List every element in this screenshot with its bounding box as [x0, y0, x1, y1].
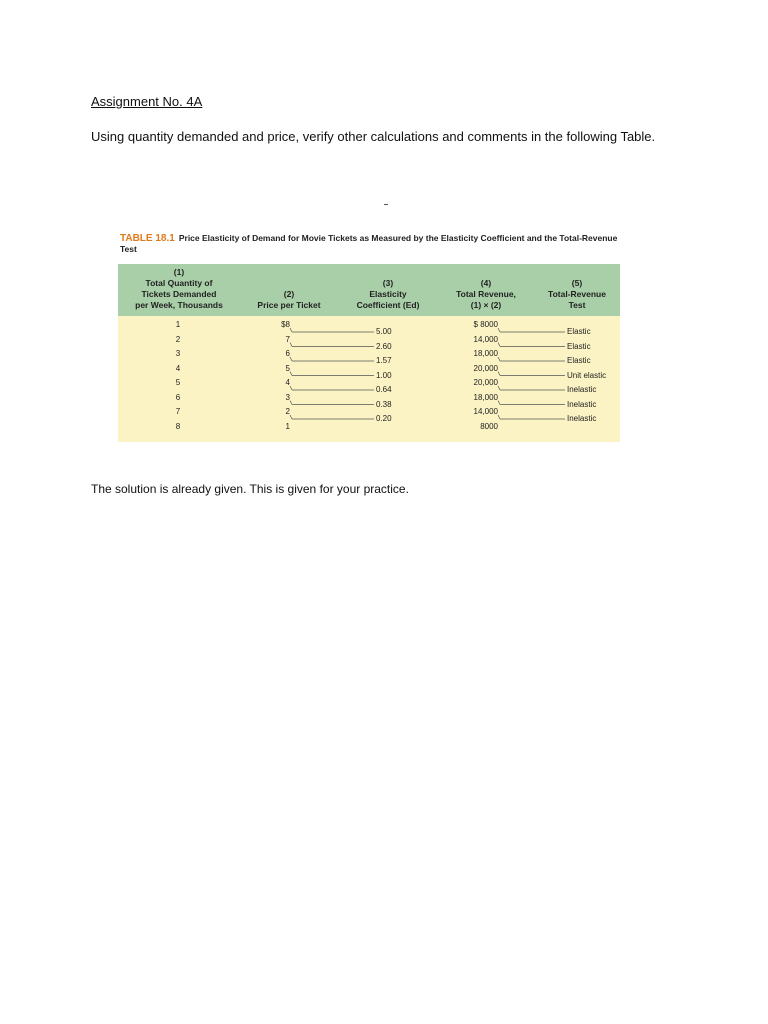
- header-elasticity: (3) Elasticity Coefficient (Ed): [356, 278, 420, 310]
- test-cell: Inelastic: [567, 399, 597, 409]
- elasticity-cell: 2.60: [376, 341, 392, 351]
- elasticity-cell: 1.00: [376, 370, 392, 380]
- quantity-cell: 8: [175, 421, 181, 431]
- revenue-bracket-tick: [498, 343, 500, 347]
- price-cell: 2: [285, 407, 290, 416]
- header-test: (5) Total-Revenue Test: [548, 278, 606, 310]
- practice-note: The solution is already given. This is given for your practice.: [91, 482, 409, 496]
- price-cell: 6: [285, 349, 290, 358]
- quantity-cell: 2: [175, 334, 181, 344]
- quantity-cell: 5: [175, 378, 181, 387]
- price-bracket-tick: [290, 401, 292, 405]
- elasticity-cell: 0.64: [376, 385, 392, 394]
- quantity-cell: 7: [175, 407, 181, 416]
- quantity-cell: 3: [175, 349, 181, 358]
- test-cell: Elastic: [567, 341, 591, 351]
- price-cell: $8: [281, 320, 290, 329]
- header-quantity: (1) Total Quantity of Tickets Demanded per Week, Thousands: [135, 267, 223, 310]
- assignment-instructions: Using quantity demanded and price, verify other calculations and comments in the following Table.: [91, 129, 656, 144]
- revenue-bracket-tick: [498, 328, 500, 332]
- revenue-cell: 20,000: [473, 363, 498, 373]
- table-caption-text: Price Elasticity of Demand for Movie Tickets as Measured by the Elasticity Coefficient and the Total-Revenue Test: [120, 233, 618, 254]
- stray-mark: [384, 204, 388, 205]
- quantity-cell: 6: [175, 392, 181, 402]
- revenue-cell: 18,000: [473, 349, 498, 358]
- price-cell: 7: [285, 334, 290, 344]
- revenue-cell: 8000: [480, 421, 498, 431]
- revenue-cell: 14,000: [473, 407, 498, 416]
- test-cell: Inelastic: [567, 414, 597, 423]
- revenue-cell: 14,000: [473, 334, 498, 344]
- quantity-cell: 1: [175, 320, 181, 329]
- price-cell: 1: [285, 421, 290, 431]
- quantity-cell: 4: [175, 363, 181, 373]
- assignment-heading: Assignment No. 4A: [91, 94, 203, 109]
- elasticity-cell: 5.00: [376, 327, 392, 336]
- test-cell: Elastic: [567, 356, 591, 365]
- elasticity-cell: 0.38: [376, 399, 392, 409]
- price-bracket-tick: [290, 372, 292, 376]
- revenue-bracket-tick: [498, 415, 500, 419]
- elasticity-table: [118, 230, 620, 442]
- price-bracket-tick: [290, 343, 292, 347]
- revenue-cell: 18,000: [473, 392, 498, 402]
- price-bracket-tick: [290, 357, 292, 361]
- revenue-bracket-tick: [498, 372, 500, 376]
- test-cell: Elastic: [567, 327, 591, 336]
- revenue-cell: 20,000: [473, 378, 498, 387]
- price-bracket-tick: [290, 328, 292, 332]
- price-cell: 5: [285, 363, 290, 373]
- revenue-bracket-tick: [498, 386, 500, 390]
- price-bracket-tick: [290, 415, 292, 419]
- revenue-bracket-tick: [498, 401, 500, 405]
- price-bracket-tick: [290, 386, 292, 390]
- table-caption-label: TABLE 18.1: [120, 233, 175, 244]
- elasticity-cell: 1.57: [376, 356, 392, 365]
- test-cell: Unit elastic: [567, 370, 607, 380]
- price-cell: 4: [285, 378, 290, 387]
- elasticity-cell: 0.20: [376, 414, 392, 423]
- revenue-cell: $ 8000: [473, 320, 498, 329]
- price-cell: 3: [285, 392, 290, 402]
- header-revenue: (4) Total Revenue, (1) × (2): [456, 278, 516, 310]
- header-price: (2) Price per Ticket: [257, 289, 321, 310]
- test-cell: Inelastic: [567, 385, 597, 394]
- revenue-bracket-tick: [498, 357, 500, 361]
